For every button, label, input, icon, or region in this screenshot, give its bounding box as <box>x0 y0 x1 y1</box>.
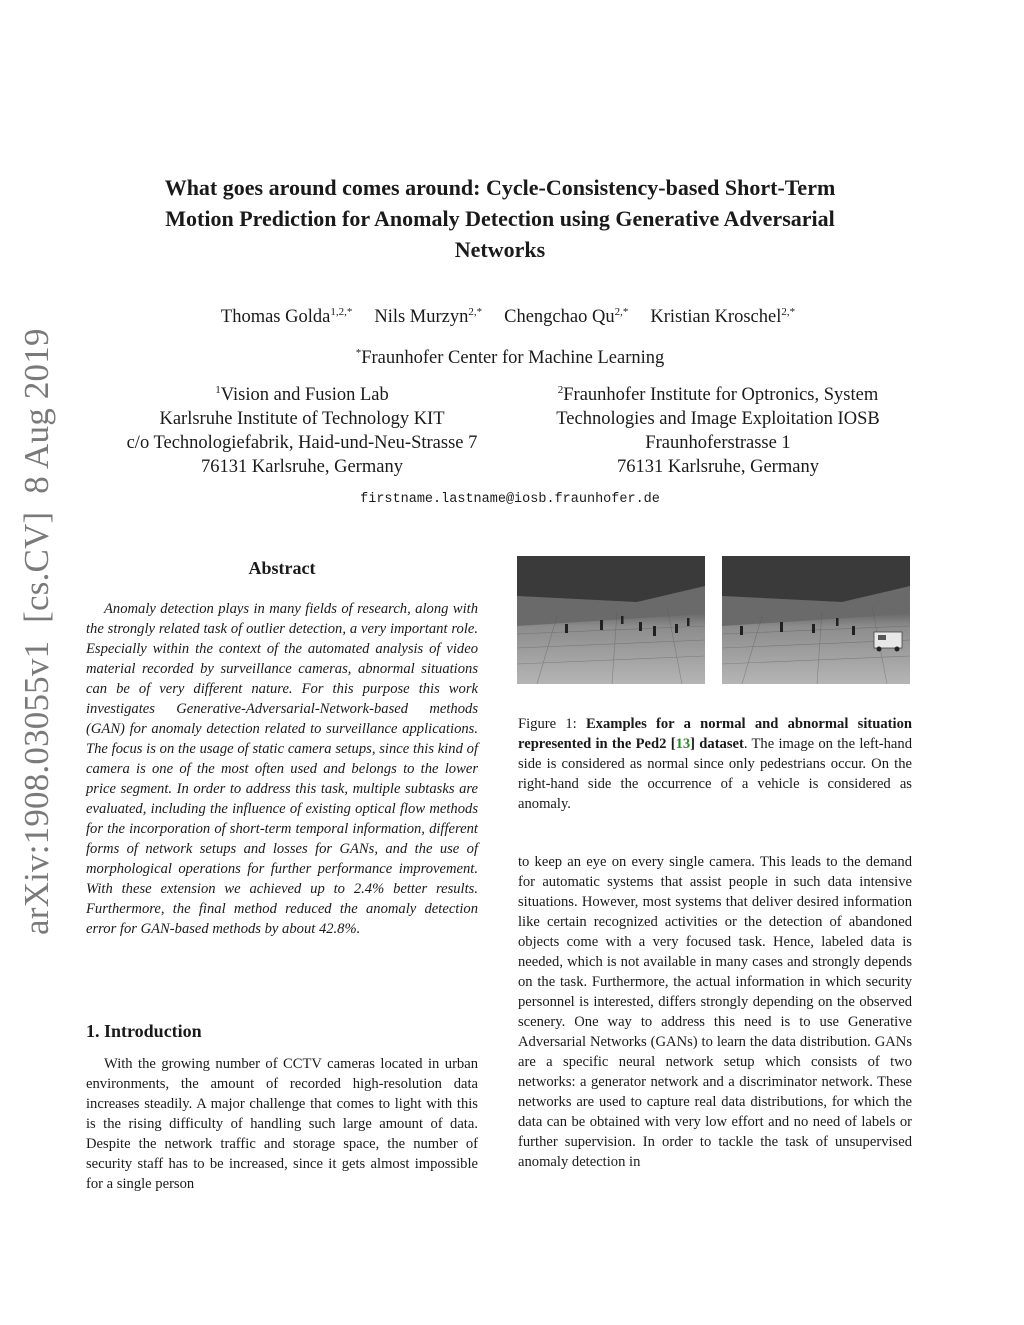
figure-1-caption: Figure 1: Examples for a normal and abnormal situation represented in the Ped2 [13] dataset. The image on the left-hand side is considered as normal since only pedestrians occur. On the right-hand side the occurrence of a vehicle is considered as anomaly. <box>518 716 913 812</box>
paper-title: What goes around comes around: Cycle-Consistency-based Short-Term Motion Prediction for Anomaly Detection using Generative Adversarial Networks <box>164 175 836 262</box>
author: Kristian Kroschel$^{2,*}$ <box>650 306 796 328</box>
right-column-text: to keep an eye on every single camera. This leads to the demand for automatic systems that assist people in such data intensive situations. However, most systems that deliver desired information like certain recognized activities or the detection of abandoned objects come with a very focused task. Hence, labeled data is needed, which is not available in many cases and strongly depends on the task. Furthermore, the actual information in which security personnel is interested, differs strongly depending on the observed scenery. One way to address this need is to use Generative Adversarial Networks (GANs) to learn the data distribution. GANs are a specific neural network setup which consists of two networks: a generator network and a discriminator network. These networks are used to capture real data distributions, for which the data can be obtained with very low effort and no need of labels or further supervision. In order to tackle the task of unsupervised anomaly detection in <box>518 854 912 1170</box>
author: Thomas Golda$^{1,2,*}$ <box>220 306 353 328</box>
affiliation-1: $^1$Vision and Fusion Lab Karlsruhe Institute of Technology KIT c/o Technologiefabrik, Haid-und-Neu-Strasse 7 76131 Karlsruhe, Germany <box>126 384 478 478</box>
author-list <box>150 300 866 329</box>
abstract-text: Anomaly detection plays in many fields of research, along with the strongly related task of outlier detection, a very important role. Especially within the context of the automated analysis of video material recorded by surveillance cameras, abnormal situations can be of very different nature. For this purpose this work investigates Generative-Adversarial-Network-based methods (GAN) for anomaly detection related to surveillance applications. The focus is on the usage of static camera setups, since this kind of camera is one of the most often used and belongs to the lower price segment. In order to address this task, multiple subtasks are evaluated, including the influence of existing optical flow methods for the incorporation of short-term temporal information, different forms of network setups and losses for GANs, and the use of morphological operations for further performance improvement. With these extension we achieved up to 2.4% better results. Furthermore, the final method reduced the anomaly detection error for GAN-based methods by about 42.8%. <box>86 601 478 937</box>
abstract-heading: Abstract <box>248 558 316 578</box>
arxiv-identifier: arXiv:1908.03055v1 [cs.CV] 8 Aug 2019 <box>17 328 56 935</box>
affiliation-2: $^2$Fraunhofer Institute for Optronics, System Technologies and Image Exploitation IOSB Fraunhoferstrasse 1 76131 Karlsruhe, Germany <box>556 384 880 478</box>
author: Nils Murzyn$^{2,*}$ <box>374 306 483 328</box>
contact-email: firstname.lastname@iosb.fraunhofer.de <box>360 492 660 507</box>
introduction-text: With the growing number of CCTV cameras located in urban environments, the amount of recorded high-resolution data increases steadily. A major challenge that comes to light with this is the rising difficulty of handling such large amount of data. Despite the network traffic and storage space, the number of security staff has to be increased, since it gets almost impossible for a single person <box>86 1056 478 1192</box>
abnormal-scene-image <box>722 556 910 684</box>
shared-affiliation: *Fraunhofer Center for Machine Learning <box>355 347 665 369</box>
author: Chengchao $Qu^{2,*}$ <box>504 306 629 328</box>
figure-1 <box>517 556 912 684</box>
citation-link[interactable]: 13 <box>675 736 691 752</box>
introduction-heading: 1. Introduction <box>86 1021 202 1041</box>
normal-scene-image <box>517 556 705 684</box>
